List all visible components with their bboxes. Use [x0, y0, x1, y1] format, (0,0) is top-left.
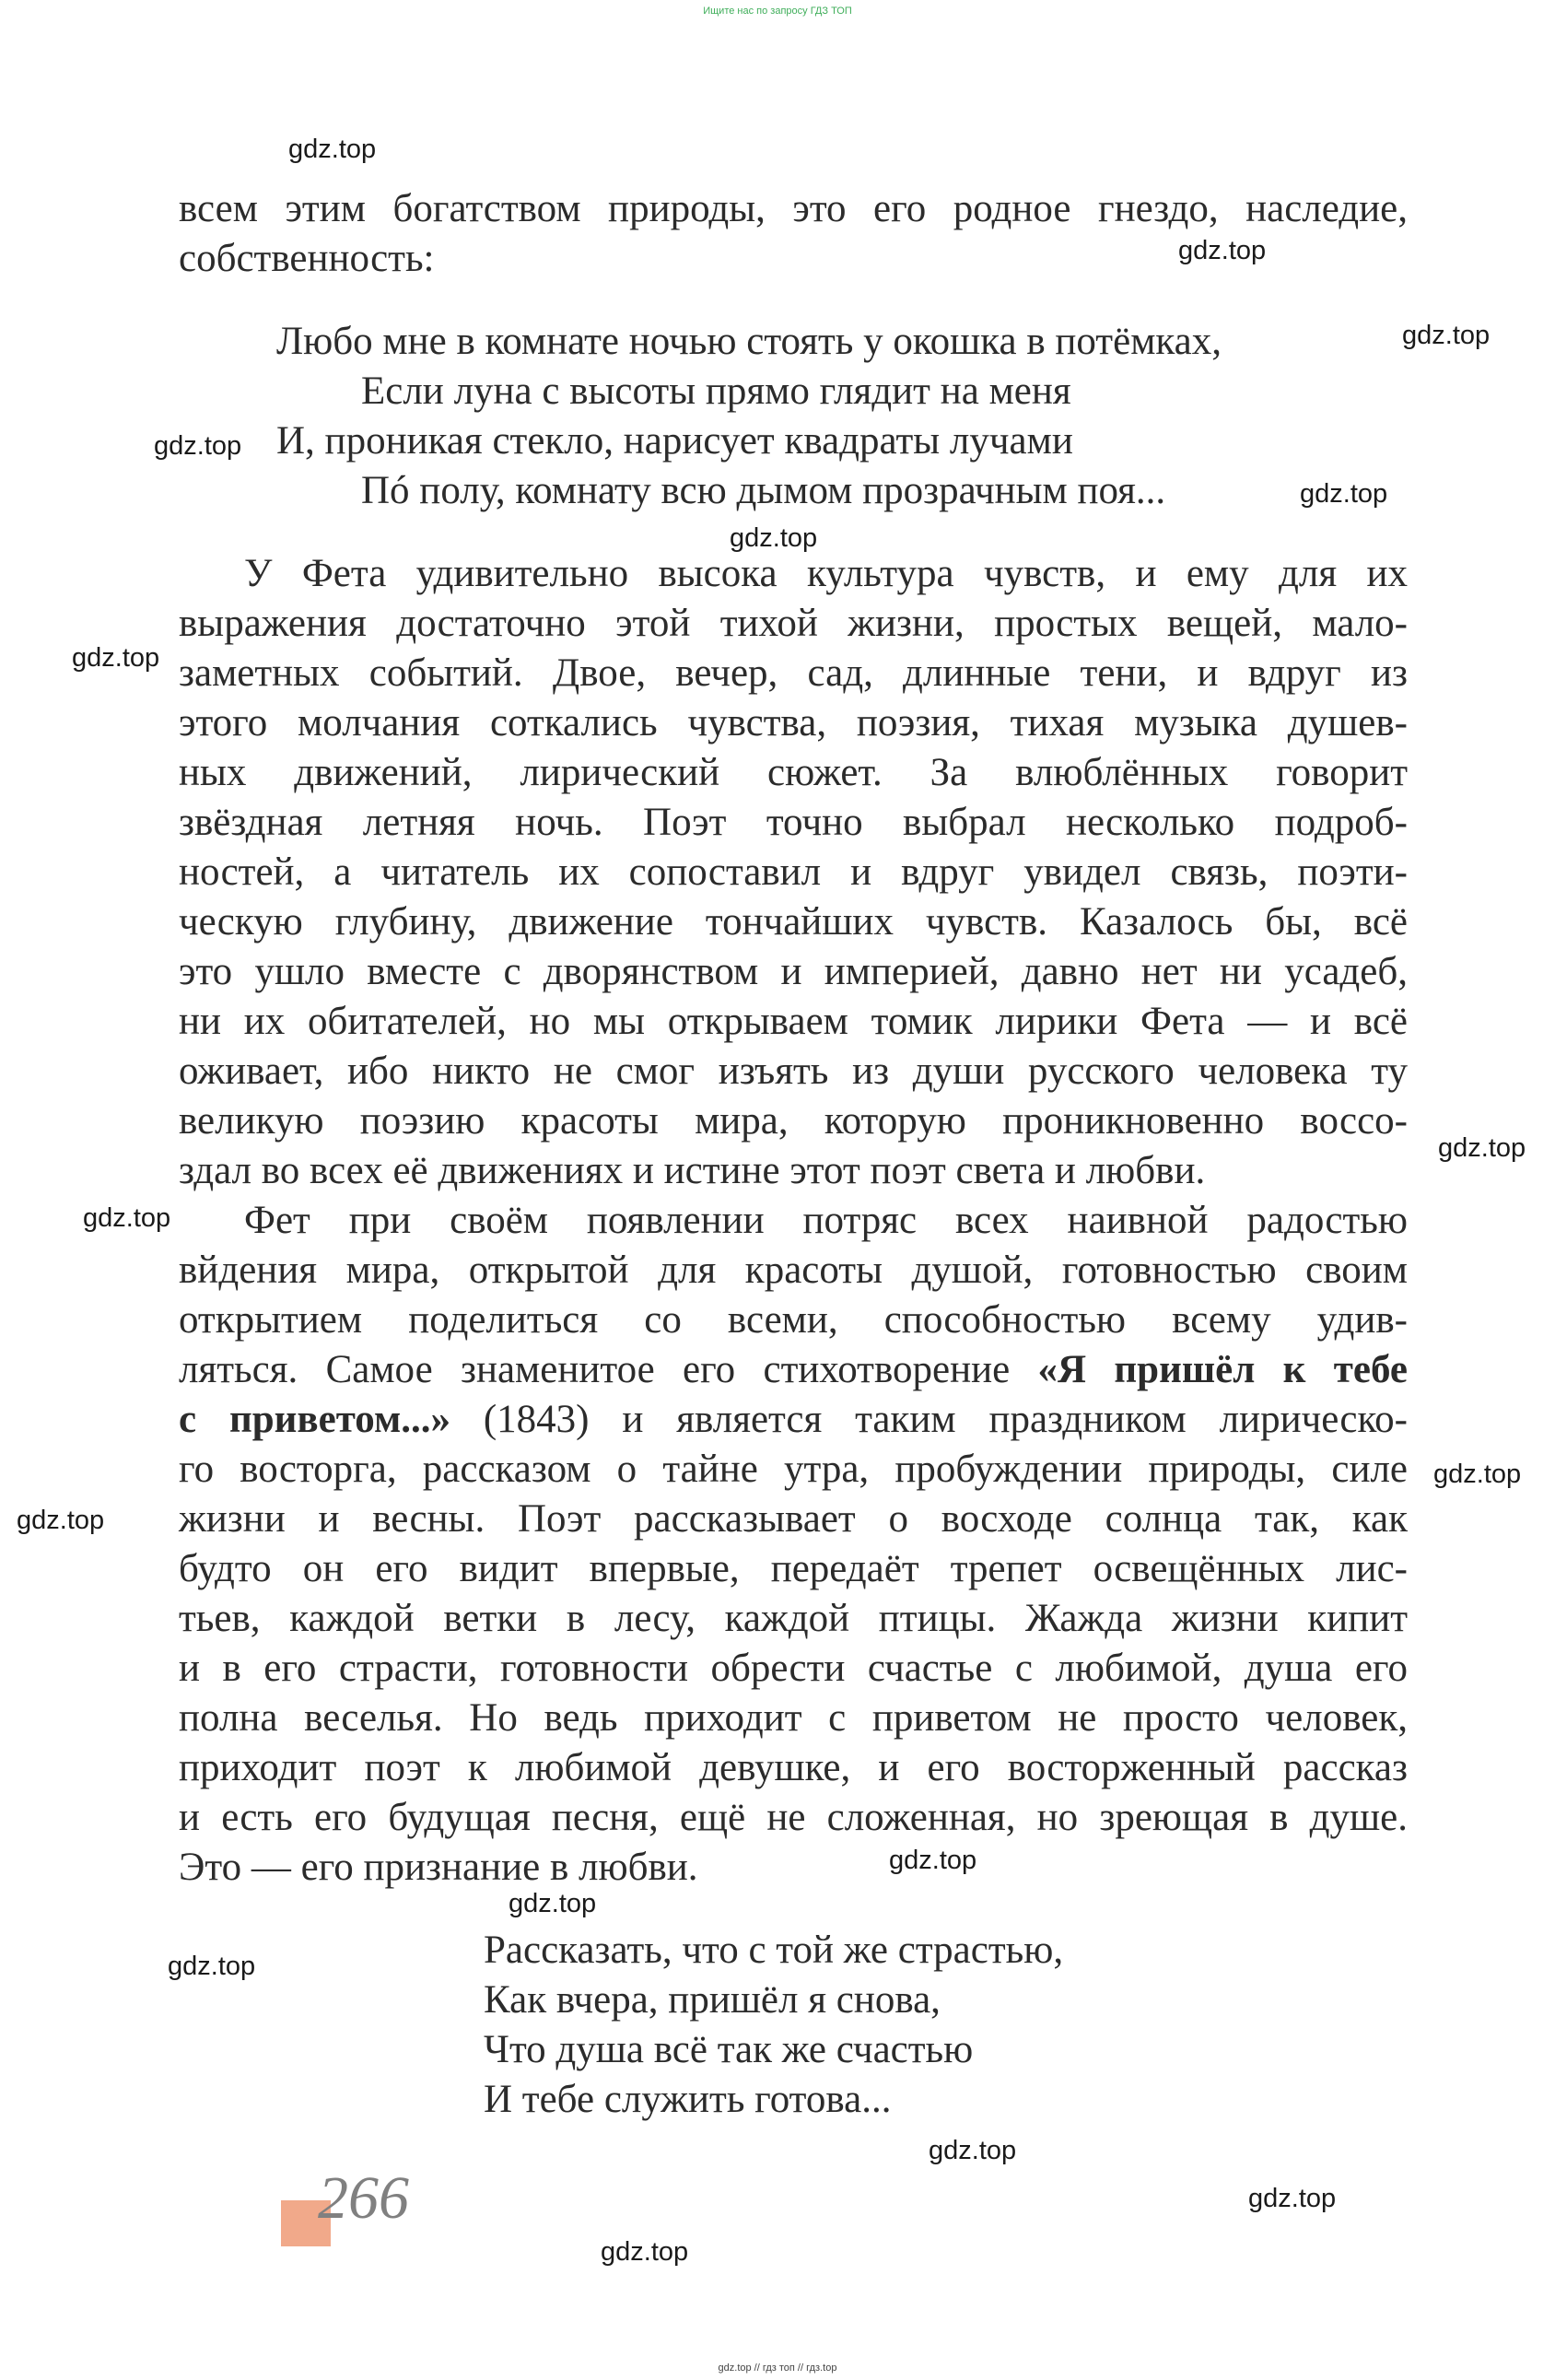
poem-title: с приветом...»: [179, 1398, 450, 1441]
watermark: gdz.top: [17, 1506, 105, 1535]
poem-line: Как вчера, пришёл я снова,: [484, 1978, 941, 2022]
text-line: вйдения мира, открытой для красоты душой, готовностью своим: [179, 1249, 1408, 1292]
poem-line: И, проникая стекло, нарисует квадраты лучами: [276, 419, 1073, 463]
text-line: приходит поэт к любимой девушке, и его восторженный рассказ: [179, 1746, 1408, 1789]
watermark: gdz.top: [154, 431, 242, 461]
watermark: gdz.top: [730, 523, 818, 553]
page-number: 266: [318, 2164, 409, 2232]
poem-line: Любо мне в комнате ночью стоять у окошка в потёмках,: [276, 320, 1222, 363]
poem-line: Что душа всё так же счастью: [484, 2028, 974, 2071]
text-line: и есть его будущая песня, ещё не сложенная, но зреющая в душе.: [179, 1796, 1408, 1839]
text-line: ческую глубину, движение тончайших чувств. Казалось бы, всё: [179, 900, 1408, 944]
text-segment: ляться. Самое знаменитое его стихотворение: [179, 1348, 1011, 1391]
text-line: полна веселья. Но ведь приходит с приветом не просто человек,: [179, 1696, 1408, 1740]
text-line: ни их обитателей, но мы открываем томик лирики Фета — и всё: [179, 1000, 1408, 1043]
poem-title: «Я пришёл к тебе: [1037, 1348, 1408, 1391]
text-line: выражения достаточно этой тихой жизни, простых вещей, мало-: [179, 602, 1408, 645]
watermark: gdz.top: [1438, 1133, 1526, 1163]
text-line: ностей, а читатель их сопоставил и вдруг увидел связь, поэти-: [179, 850, 1408, 894]
text-line: здал во всех её движениях и истине этот поэт света и любви.: [179, 1149, 1206, 1192]
watermark: gdz.top: [72, 643, 160, 673]
poem-line: Пó полу, комнату всю дымом прозрачным поя...: [361, 469, 1166, 512]
text-line: будто он его видит впервые, передаёт трепет освещённых лис-: [179, 1547, 1408, 1590]
text-line: открытием поделиться со всеми, способностью всему удив-: [179, 1298, 1408, 1342]
watermark: gdz.top: [83, 1203, 171, 1233]
text-line: Это — его признание в любви.: [179, 1846, 698, 1889]
text-line: звёздная летняя ночь. Поэт точно выбрал несколько подроб-: [179, 801, 1408, 844]
watermark: gdz.top: [509, 1889, 597, 1918]
header-note: Ищите нас по запросу ГДЗ ТОП: [703, 6, 852, 17]
watermark: gdz.top: [1433, 1460, 1522, 1489]
poem-line: И тебе служить готова...: [484, 2078, 892, 2121]
text-line: Фет при своём появлении потряс всех наивной радостью: [244, 1199, 1408, 1242]
text-line: и в его страсти, готовности обрести счастье с любимой, душа его: [179, 1647, 1408, 1690]
text-line: жизни и весны. Поэт рассказывает о восходе солнца так, как: [179, 1497, 1408, 1541]
text-line: тьев, каждой ветки в лесу, каждой птицы. Жажда жизни кипит: [179, 1597, 1408, 1640]
watermark: gdz.top: [1402, 321, 1491, 350]
watermark: gdz.top: [1178, 236, 1267, 265]
watermark: gdz.top: [601, 2237, 689, 2267]
watermark: gdz.top: [889, 1846, 977, 1875]
text-line: всем этим богатством природы, это его родное гнездо, наследие,: [179, 187, 1408, 230]
watermark: gdz.top: [929, 2136, 1017, 2165]
text-line: [179, 1345, 1408, 1395]
watermark: gdz.top: [1248, 2184, 1337, 2213]
text-line: У Фета удивительно высока культура чувств, и ему для их: [244, 552, 1408, 595]
text-line: го восторга, рассказом о тайне утра, пробуждении природы, силе: [179, 1448, 1408, 1491]
text-line: [179, 1395, 1408, 1445]
text-line: великую поэзию красоты мира, которую проникновенно воссо-: [179, 1099, 1408, 1143]
watermark: gdz.top: [1300, 479, 1388, 509]
watermark: gdz.top: [168, 1952, 256, 1981]
text-line: собственность:: [179, 237, 435, 280]
text-line: заметных событий. Двое, вечер, сад, длинные тени, и вдруг из: [179, 651, 1408, 695]
text-line: оживает, ибо никто не смог изъять из души русского человека ту: [179, 1049, 1408, 1093]
text-line: этого молчания соткались чувства, поэзия, тихая музыка душев-: [179, 701, 1408, 744]
poem-line: Рассказать, что с той же страстью,: [484, 1929, 1064, 1972]
text-segment: (1843) и является таким праздником лирическо-: [483, 1398, 1408, 1441]
text-line: ных движений, лирический сюжет. За влюблённых говорит: [179, 751, 1408, 794]
poem-line: Если луна с высоты прямо глядит на меня: [361, 369, 1071, 413]
text-line: это ушло вместе с дворянством и империей, давно нет ни усадеб,: [179, 950, 1408, 993]
watermark: gdz.top: [288, 135, 377, 164]
footer-note: gdz.top // гдз топ // гдз.top: [718, 2362, 837, 2374]
